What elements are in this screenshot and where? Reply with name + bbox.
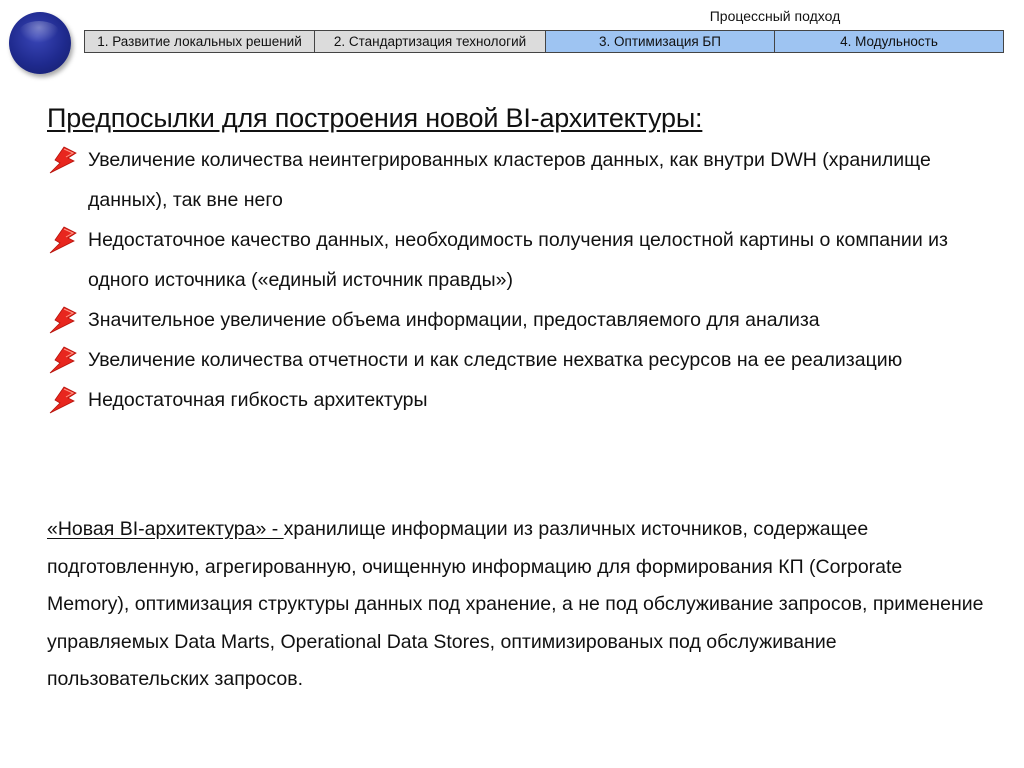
list-item [47, 220, 1007, 300]
list-item [47, 340, 1007, 380]
list-item-text: Недостаточная гибкость архитектуры [88, 389, 428, 411]
definition-text: хранилище информации из различных источников, содержащее подготовленную, агрегированную, очищенную информацию для формирования КП (Corporate Memory), оптимизация структуры данных под хранение, а не под обслуживание запросов, применение управляемых Data Marts, Operational Data Stores, оптимизированых под обслуживание пользовательских запросов. [47, 518, 984, 690]
process-title: Процессный подход [709, 8, 841, 24]
list-item [47, 300, 1007, 340]
company-logo [9, 12, 71, 74]
list-item-text: Увеличение количества отчетности и как следствие нехватка ресурсов на ее реализацию [88, 349, 903, 371]
definition-paragraph [47, 511, 987, 699]
page-title: Предпосылки для построения новой BI-архитектуры: [47, 103, 703, 133]
step-3-bp-optimization: 3. Оптимизация БП [546, 31, 775, 52]
list-item [47, 380, 1007, 420]
lightning-bolt-icon [47, 146, 77, 174]
lightning-bolt-icon [47, 226, 77, 254]
definition-term: «Новая BI-архитектура» - [47, 518, 284, 540]
process-steps-bar [84, 30, 1004, 53]
list-item-text: Увеличение количества неинтегрированных кластеров данных, как внутри DWH (хранилище данных), так вне него [88, 149, 931, 211]
step-1-local-solutions: 1. Развитие локальных решений [85, 31, 315, 52]
step-2-standardization: 2. Стандартизация технологий [315, 31, 546, 52]
prerequisites-list [47, 140, 1007, 420]
lightning-bolt-icon [47, 386, 77, 414]
list-item-text: Недостаточное качество данных, необходимость получения целостной картины о компании из одного источника («единый источник правды») [88, 229, 948, 291]
list-item [47, 140, 1007, 220]
list-item-text: Значительное увеличение объема информации, предоставляемого для анализа [88, 309, 820, 331]
lightning-bolt-icon [47, 306, 77, 334]
lightning-bolt-icon [47, 346, 77, 374]
step-4-modularity: 4. Модульность [775, 31, 1003, 52]
